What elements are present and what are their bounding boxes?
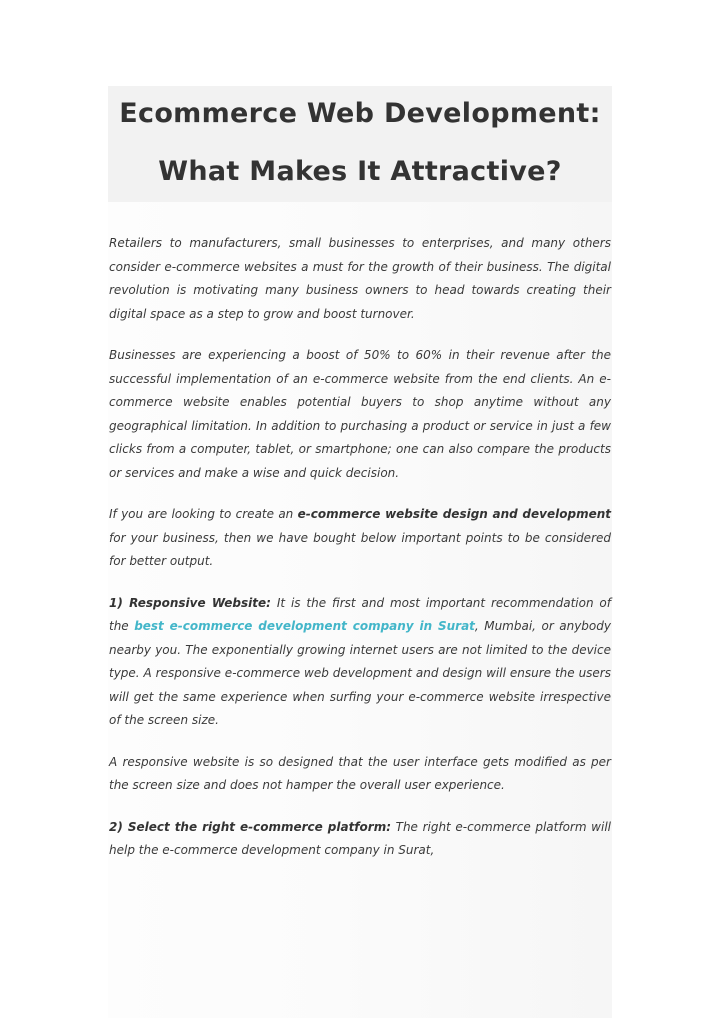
title-banner	[108, 86, 612, 202]
paragraph-responsive-website	[109, 592, 611, 733]
paragraph-platform	[109, 816, 611, 863]
paragraph-revenue: Businesses are experiencing a boost of 50% to 60% in their revenue after the successful implementation of an e-commerce website from the end clients. An e-commerce website enables potential buyers to shop anytime without any geographical limitation. In addition to purchasing a product or service in just a few clicks from a computer, tablet, or smartphone; one can also compare the products or services and make a wise and quick decision.	[109, 348, 611, 480]
paragraph-text: , Mumbai, or anybody nearby you. The exponentially growing internet users are not limited to the device type. A responsive e-commerce web development and design will ensure the users will get the same experience when surfing your e-commerce website irrespective of the screen size.	[109, 619, 611, 727]
page-title-line-1: Ecommerce Web Development:	[119, 98, 601, 129]
paragraph-responsive-detail: A responsive website is so designed that the user interface gets modified as per the screen size and does not hamper the overall user experience.	[109, 754, 611, 792]
paragraph-intro: Retailers to manufacturers, small businesses to enterprises, and many others consider e-commerce websites a must for the growth of their business. The digital revolution is motivating many business owners to head towards creating their digital space as a step to grow and boost turnover.	[109, 236, 611, 321]
article-body	[109, 232, 611, 881]
paragraph-text: The right e-commerce platform will help the e-commerce development company in Surat,	[109, 819, 611, 857]
paragraph-looking-to-create	[109, 503, 611, 574]
paragraph-text: It is the first and most important recommendation of the	[109, 595, 611, 633]
paragraph-text: for your business, then we have bought below important points to be considered for better output.	[109, 530, 611, 568]
point-heading-platform: 2) Select the right e-commerce platform:	[109, 819, 391, 834]
point-heading-responsive: 1) Responsive Website:	[109, 595, 271, 610]
paragraph-text: If you are looking to create an	[109, 507, 298, 521]
company-link[interactable]: best e-commerce development company in Surat	[134, 619, 475, 633]
bold-phrase: e-commerce website design and development	[297, 507, 611, 521]
page-title-line-2: What Makes It Attractive?	[158, 156, 562, 187]
